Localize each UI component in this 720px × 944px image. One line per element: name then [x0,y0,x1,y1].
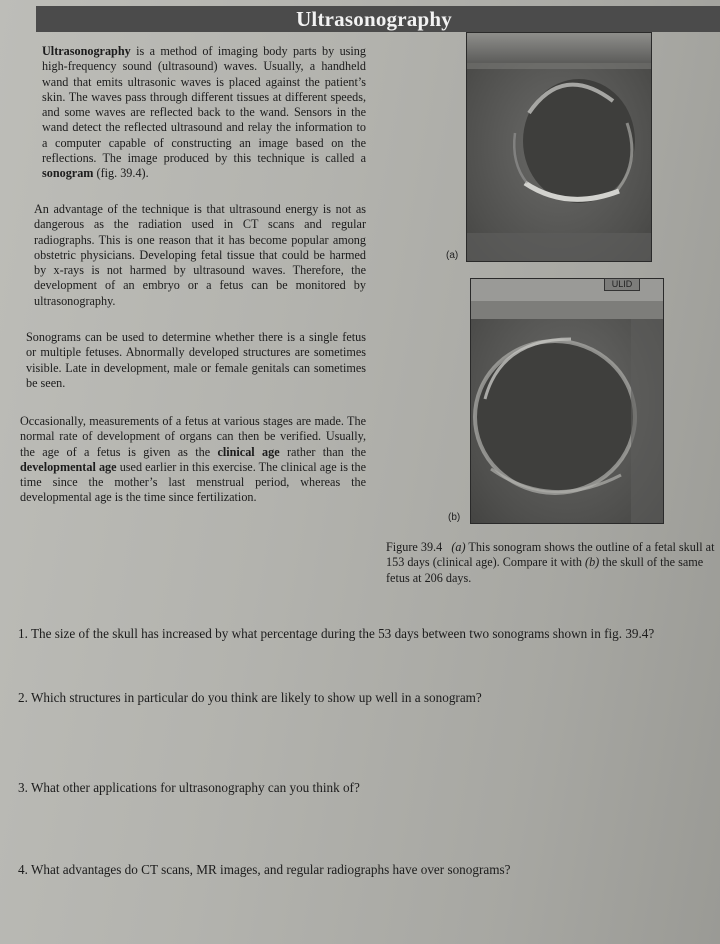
caption-text-b: the skull of the same fetus at 206 days. [386,555,704,585]
sonogram-b-image [470,278,664,524]
paragraph-measurements-mid: rather than the [279,444,366,459]
sonogram-a-image [466,32,652,262]
term-sonogram: sonogram [42,166,94,181]
paragraph-intro-end: (fig. 39.4). [93,166,149,181]
paragraph-advantage-text: An advantage of the technique is that ultrasound energy is not as dangerous as the radiation used in CT scans and regular radiographs. This is one reason that it has become popular among obstetric physicians. Developing fetal tissue that could be harmed by x-rays is not harmed by ultrasound waves. Therefore, the development of an embryo or a fetus can be monitored by ultrasonography. [34,202,366,308]
paragraph-advantage [34,202,366,309]
figure-number: Figure 39.4 [386,540,443,554]
figure-label-b: (b) [448,512,461,523]
figure-label-a: (a) [446,250,459,261]
question-3: 3. What other applications for ultrasonography can you think of? [18,780,360,795]
caption-text-a: This sonogram shows the outline of a fetal skull at 153 days (clinical age). Compare it with [386,540,715,570]
paragraph-uses [26,330,366,391]
page-title: Ultrasonography [36,6,720,32]
caption-ref-a: (a) [451,540,466,554]
term-ultrasonography: Ultrasonography [42,44,131,58]
paragraph-intro-text: is a method of imaging body parts by using high-frequency sound (ultrasound) waves. Usually, a handheld wand that emits ultrasonic waves is placed against the patient’s skin. The waves pass through different tissues at different speeds, and some waves are reflected back to the wand. Sensors in the wand detect the reflected ultrasound and relay the information to a computer capable of constructing an image based on the reflections. The image produced by this technique is called a [42,44,366,166]
paragraph-uses-text: Sonograms can be used to determine whether there is a single fetus or multiple fetuses. Abnormally developed structures are sometimes visible. Late in development, male or female genitals can sometimes be seen. [26,330,366,390]
scale-marker: ULID [604,278,640,291]
question-1: 1. The size of the skull has increased by what percentage during the 53 days between two sonograms shown in fig. 39.4? [18,626,655,641]
question-4: 4. What advantages do CT scans, MR images, and regular radiographs have over sonograms? [18,862,511,877]
paragraph-intro [42,44,366,182]
paragraph-measurements-text: Occasionally, measurements of a fetus at various stages are made. The normal rate of development of organs can then be verified. Usually, the age of a fetus is given as the [20,414,366,459]
caption-ref-b: (b) [585,555,600,570]
paragraph-measurements [20,414,366,506]
figure-caption [386,540,720,586]
paragraph-measurements-end: used earlier in this exercise. The clinical age is the time since the mother’s last menstrual period, whereas the developmental age is the time since fertilization. [20,459,366,505]
question-2: 2. Which structures in particular do you think are likely to show up well in a sonogram? [18,690,482,705]
term-developmental-age: developmental age [20,459,117,474]
term-clinical-age: clinical age [217,444,280,459]
